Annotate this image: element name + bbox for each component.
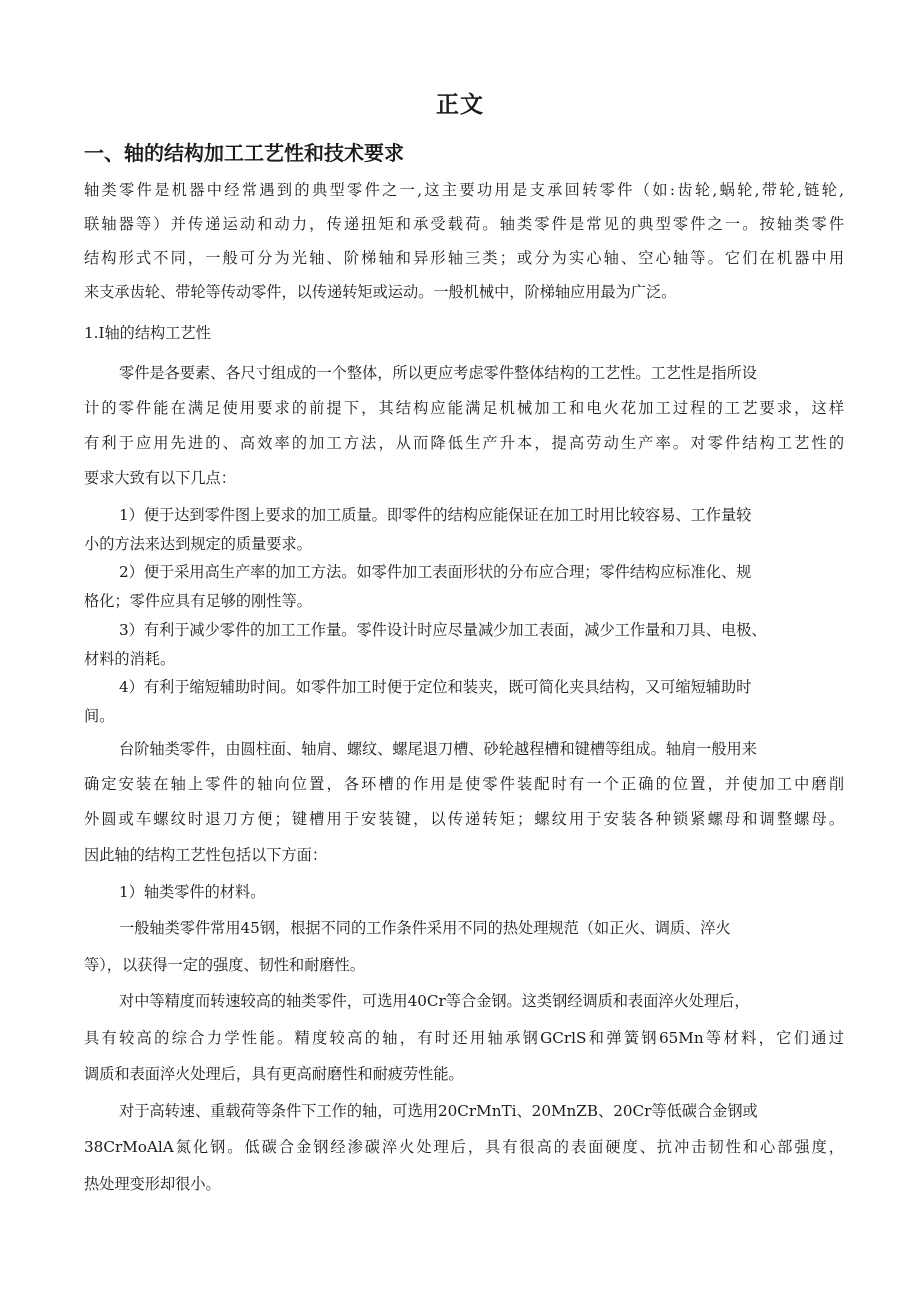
paragraph-line: 2）便于采用高生产率的加工方法。如零件加工表面形状的分布应合理；零件结构应标准化、规	[119, 563, 752, 581]
paragraph-line: 因此轴的结构工艺性包括以下方面：	[84, 846, 327, 864]
paragraph-line: 一般轴类零件常用45钢，根据不同的工作条件采用不同的热处理规范（如正火、调质、淬火	[119, 919, 731, 937]
paragraph-line: 确定安装在轴上零件的轴向位置，各环槽的作用是使零件装配时有一个正确的位置，并使加工中磨削	[84, 775, 844, 793]
paragraph-line: 联轴器等）并传递运动和动力，传递扭矩和承受载荷。轴类零件是常见的典型零件之一。按轴类零件	[84, 215, 844, 233]
paragraph-line: 外圆或车螺纹时退刀方便；键槽用于安装键，以传递转矩；螺纹用于安装各种锁紧螺母和调整螺母。	[84, 810, 844, 828]
paragraph-line: 对于高转速、重载荷等条件下工作的轴，可选用20CrMnTi、20MnZB、20Cr等低碳合金钢或	[119, 1102, 758, 1120]
paragraph-line: 要求大致有以下几点：	[84, 469, 236, 487]
paragraph-line: 4）有利于缩短辅助时间。如零件加工时便于定位和装夹，既可简化夹具结构，又可缩短辅助时	[119, 678, 752, 696]
subsection-heading: 1.I轴的结构工艺性	[84, 324, 211, 342]
paragraph-line: 1）轴类零件的材料。	[119, 883, 266, 901]
paragraph-line: 3）有利于减少零件的加工工作量。零件设计时应尽量减少加工表面，减少工作量和刀具、电极、	[119, 621, 767, 639]
paragraph-line: 具有较高的综合力学性能。精度较高的轴，有时还用轴承钢GCrlS和弹簧钢65Mn等材料，它们通过	[84, 1029, 844, 1047]
paragraph-line: 零件是各要素、各尺寸组成的一个整体，所以更应考虑零件整体结构的工艺性。工艺性是指所设	[119, 364, 757, 382]
paragraph-line: 材料的消耗。	[84, 650, 176, 668]
paragraph-line: 38CrMoAlA氮化钢。低碳合金钢经渗碳淬火处理后，具有很高的表面硬度、抗冲击韧性和心部强度，	[84, 1138, 844, 1156]
paragraph-line: 调质和表面淬火处理后，具有更高耐磨性和耐疲劳性能。	[84, 1065, 464, 1083]
paragraph-line: 台阶轴类零件，由圆柱面、轴肩、螺纹、螺尾退刀槽、砂轮越程槽和键槽等组成。轴肩一般用来	[119, 740, 757, 758]
paragraph-line: 1）便于达到零件图上要求的加工质量。即零件的结构应能保证在加工时用比较容易、工作量较	[119, 506, 752, 524]
paragraph-line: 来支承齿轮、带轮等传动零件，以传递转矩或运动。一般机械中，阶梯轴应用最为广泛。	[84, 283, 677, 301]
paragraph-line: 小的方法来达到规定的质量要求。	[84, 535, 312, 553]
paragraph-line: 计的零件能在满足使用要求的前提下，其结构应能满足机械加工和电火花加工过程的工艺要求，这样	[84, 399, 844, 417]
paragraph-line: 格化；零件应具有足够的刚性等。	[84, 592, 312, 610]
section-heading: 一、轴的结构加工工艺性和技术要求	[84, 141, 404, 165]
paragraph-line: 结构形式不同，一般可分为光轴、阶梯轴和异形轴三类；或分为实心轴、空心轴等。它们在机器中用	[84, 249, 844, 267]
paragraph-line: 对中等精度而转速较高的轴类零件，可选用40Cr等合金钢。这类钢经调质和表面淬火处理后，	[119, 992, 750, 1010]
paragraph-line: 轴类零件是机器中经常遇到的典型零件之一,这主要功用是支承回转零件（如:齿轮,蜗轮,带轮,链轮,	[84, 181, 844, 199]
paragraph-line: 有利于应用先进的、高效率的加工方法，从而降低生产升本，提高劳动生产率。对零件结构工艺性的	[84, 434, 844, 452]
paragraph-line: 热处理变形却很小。	[84, 1175, 221, 1193]
paragraph-line: 间。	[84, 707, 115, 725]
paragraph-line: 等），以获得一定的强度、韧性和耐磨性。	[84, 956, 365, 974]
page-title: 正文	[436, 92, 484, 118]
